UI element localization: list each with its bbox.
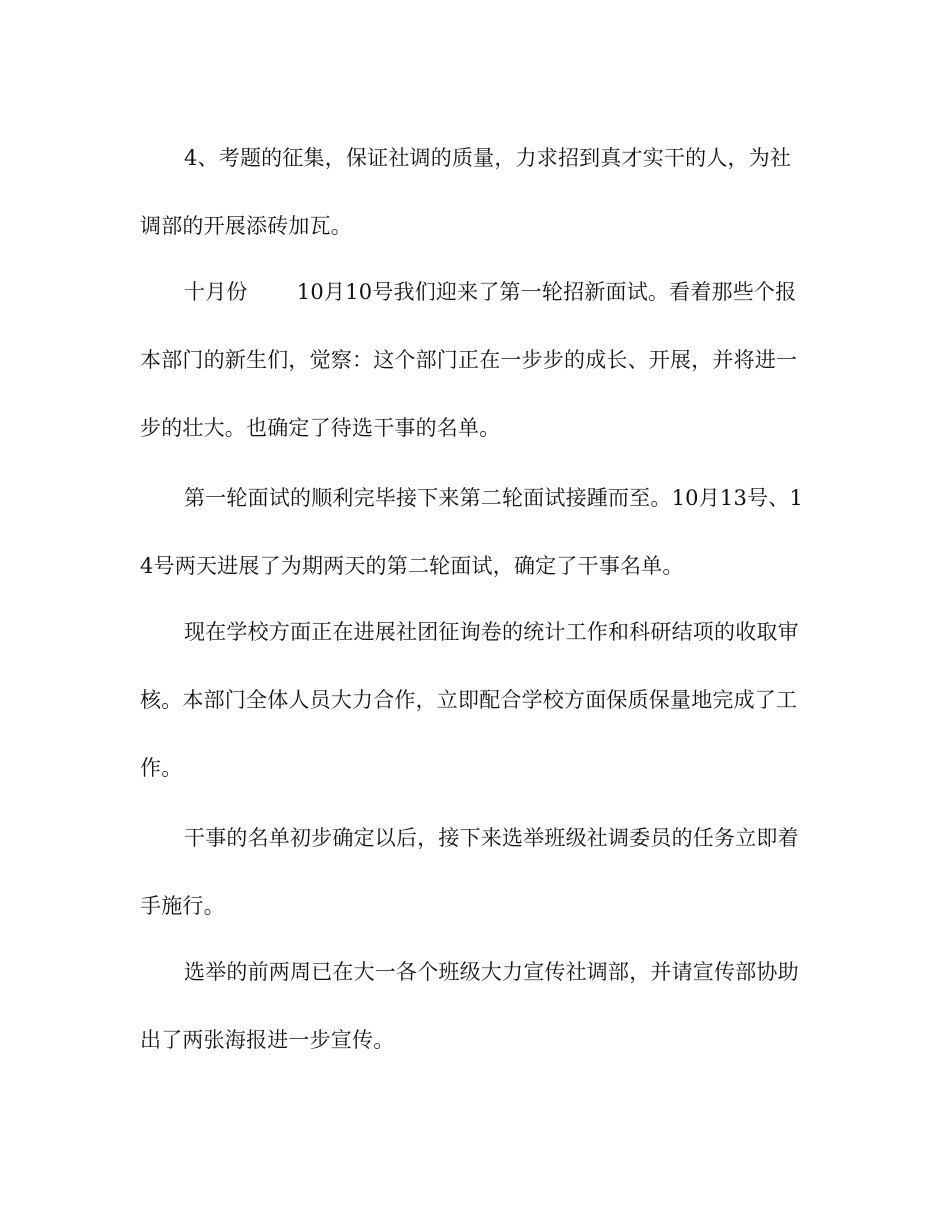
paragraph-october-first-interview: 十月份 10月10号我们迎来了第一轮招新面试。看着那些个报本部门的新生们，觉察：这个部门正在一步步的成长、开展，并将进一步的壮大。也确定了待选干事的名单。: [140, 280, 798, 440]
paragraph-promotion: 选举的前两周已在大一各个班级大力宣传社调部，并请宣传部协助出了两张海报进一步宣传。: [140, 960, 799, 1052]
paragraph-second-interview: 第一轮面试的顺利完毕接下来第二轮面试接踵而至。10月13号、14号两天进展了为期两天的第二轮面试，确定了干事名单。: [140, 486, 804, 578]
paragraph-question-collection: 4、考题的征集，保证社调的质量，力求招到真才实干的人，为社调部的开展添砖加瓦。: [140, 146, 792, 238]
paragraph-survey-statistics: 现在学校方面正在进展社团征询卷的统计工作和科研结项的收取审核。本部门全体人员大力合作，立即配合学校方面保质保量地完成了工作。: [140, 620, 799, 780]
paragraph-committee-election: 干事的名单初步确定以后，接下来选举班级社调委员的任务立即着手施行。: [140, 826, 799, 918]
